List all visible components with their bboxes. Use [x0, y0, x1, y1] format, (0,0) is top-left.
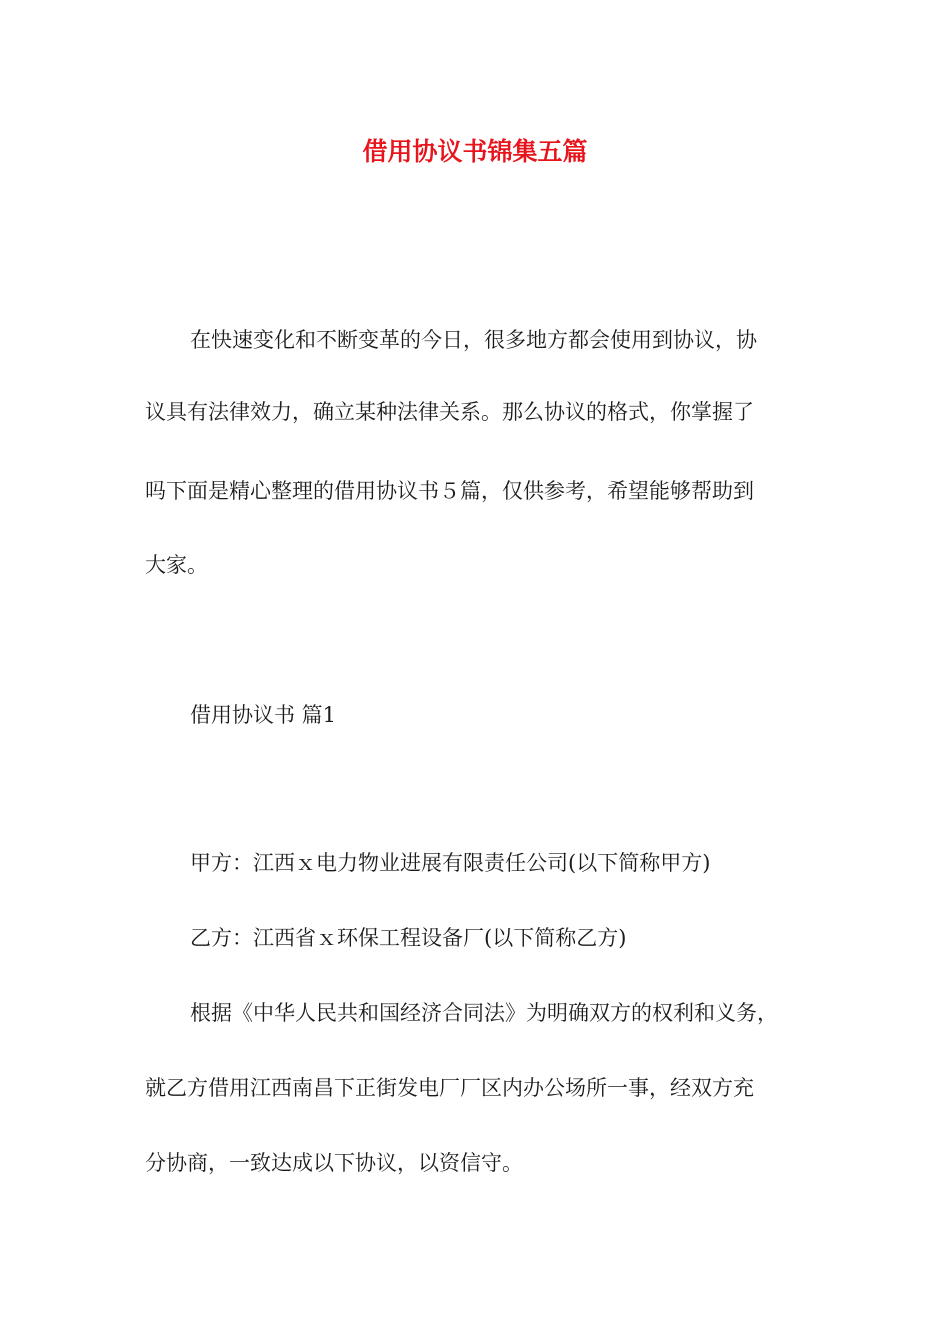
basis-line-3: 分协商，一致达成以下协议，以资信守。 — [145, 1151, 523, 1175]
basis-line-2: 就乙方借用江西南昌下正街发电厂厂区内办公场所一事，经双方充 — [145, 1076, 754, 1100]
intro-line-1: 在快速变化和不断变革的今日，很多地方都会使用到协议，协 — [190, 328, 757, 352]
intro-line-3: 吗下面是精心整理的借用协议书５篇，仅供参考，希望能够帮助到 — [145, 479, 754, 503]
party-a-line: 甲方：江西ｘ电力物业进展有限责任公司(以下简称甲方) — [190, 851, 711, 875]
section-heading: 借用协议书 篇1 — [190, 703, 337, 727]
intro-line-2: 议具有法律效力，确立某种法律关系。那么协议的格式，你掌握了 — [145, 400, 754, 424]
document-title: 借用协议书锦集五篇 — [362, 137, 588, 166]
party-b-line: 乙方：江西省ｘ环保工程设备厂(以下简称乙方) — [190, 926, 627, 950]
intro-line-4: 大家。 — [145, 553, 208, 577]
basis-line-1: 根据《中华人民共和国经济合同法》为明确双方的权利和义务， — [190, 1001, 778, 1025]
